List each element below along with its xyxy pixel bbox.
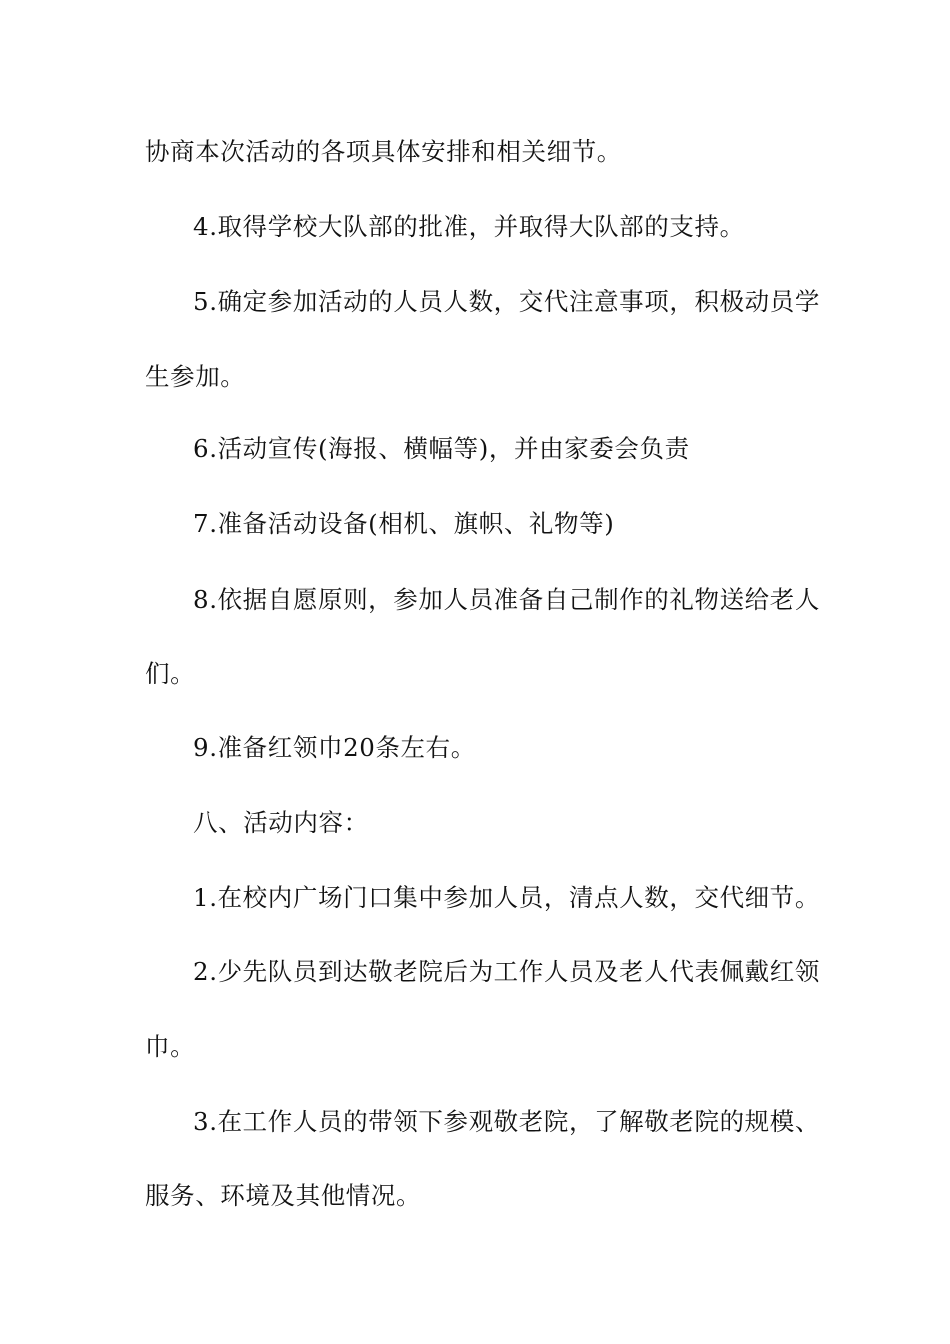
text-line: 们。 [145, 659, 196, 688]
text-line: 8.依据自愿原则，参加人员准备自己制作的礼物送给老人 [193, 585, 820, 614]
text-line: 3.在工作人员的带领下参观敬老院，了解敬老院的规模、 [193, 1107, 820, 1136]
text-line: 4.取得学校大队部的批准，并取得大队部的支持。 [193, 212, 745, 241]
text-line: 协商本次活动的各项具体安排和相关细节。 [145, 137, 622, 166]
text-line: 9.准备红领巾20条左右。 [193, 733, 476, 762]
text-line: 7.准备活动设备(相机、旗帜、礼物等) [193, 509, 615, 538]
text-line: 6.活动宣传(海报、横幅等)，并由家委会负责 [193, 434, 690, 463]
text-line: 生参加。 [145, 362, 246, 391]
text-line: 2.少先队员到达敬老院后为工作人员及老人代表佩戴红领 [193, 957, 820, 986]
text-line: 巾。 [145, 1032, 196, 1061]
text-line: 八、活动内容： [193, 808, 369, 837]
text-line: 1.在校内广场门口集中参加人员，清点人数，交代细节。 [193, 883, 820, 912]
text-line: 服务、环境及其他情况。 [145, 1181, 422, 1210]
text-line: 5.确定参加活动的人员人数，交代注意事项，积极动员学 [193, 287, 820, 316]
